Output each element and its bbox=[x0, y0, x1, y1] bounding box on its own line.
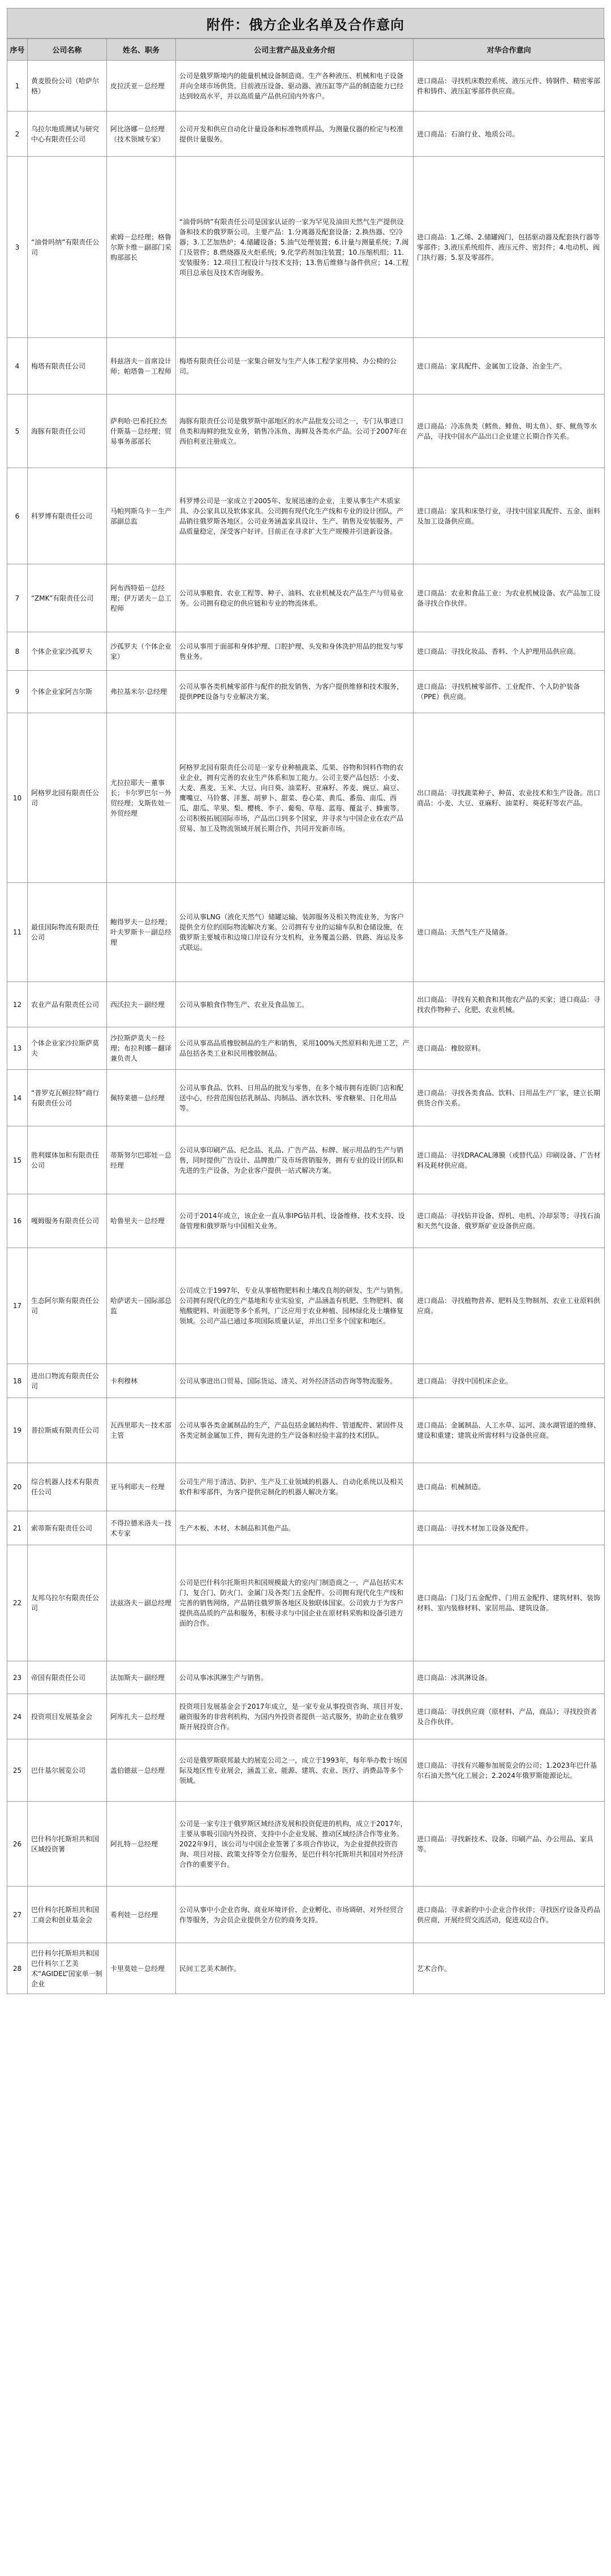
company-name: 个体企业家沙拉斯萨莫夫 bbox=[28, 1027, 107, 1070]
table-row bbox=[7, 1070, 605, 1126]
header-company: 公司名称 bbox=[28, 39, 107, 61]
table-row bbox=[7, 1739, 605, 1802]
contact-person: 沙孤罗夫（个体企业家） bbox=[107, 632, 176, 671]
company-name: “普罗克瓦顿拉特”商行有限责任公司 bbox=[28, 1070, 107, 1126]
business-description: 公司从事用于面部和身体护理、口腔护理、头发和身体洗护用品的批发与零售业务。 bbox=[176, 632, 414, 671]
company-name: 巴什基尔展览公司 bbox=[28, 1739, 107, 1802]
cooperation-intent: 进口商品：寻找钻井设备、焊机、电机、冷却泵等；寻找石油和天然气设备、俄罗斯矿业设备供应商。 bbox=[414, 1194, 605, 1248]
business-description: 公司从事食品、饮料、日用品的批发与零售，在多个城市拥有连锁门店和配送中心，经营范围包括乳制品、肉制品、酒水饮料、零食糖果、日化用品等。 bbox=[176, 1070, 414, 1126]
company-table bbox=[7, 38, 605, 1994]
row-number: 14 bbox=[7, 1070, 28, 1126]
business-description: 民间工艺美术制作。 bbox=[176, 1943, 414, 1994]
cooperation-intent: 出口商品：寻找蔬菜种子、种苗、农业技术和生产设备。出口商品：小麦、大豆、亚麻籽、油菜籽、葵花籽等农产品。 bbox=[414, 713, 605, 883]
cooperation-intent: 进口商品：冰淇淋设备。 bbox=[414, 1661, 605, 1694]
table-row bbox=[7, 468, 605, 564]
company-name: 帝国有限责任公司 bbox=[28, 1661, 107, 1694]
row-number: 1 bbox=[7, 61, 28, 112]
business-description: 公司从事LNG（液化天然气）储罐运输、装卸服务及相关物流业务，为客户提供全方位的国际物流解决方案。公司拥有专业的运输车队和仓储设施，在俄罗斯主要城市和边境口岸设有分支机构，业务覆盖公路、铁路、海运及多式联运。 bbox=[176, 883, 414, 982]
row-number: 27 bbox=[7, 1887, 28, 1943]
company-name: 黄麦股份公司（哈萨尔格） bbox=[28, 61, 107, 112]
table-row bbox=[7, 1511, 605, 1545]
row-number: 12 bbox=[7, 982, 28, 1027]
contact-person: 法加斯夫－副经理 bbox=[107, 1661, 176, 1694]
company-name: “ZMK”有限责任公司 bbox=[28, 564, 107, 632]
business-description: 公司从事高品质橡胶制品的生产和销售，采用100%天然原料和先进工艺，产品包括各类工业和民用橡胶制品。 bbox=[176, 1027, 414, 1070]
contact-person: 哈鲁里夫－总经理 bbox=[107, 1194, 176, 1248]
row-number: 17 bbox=[7, 1248, 28, 1364]
contact-person: 马帕列斯乌卡－生产部副总监 bbox=[107, 468, 176, 564]
row-number: 25 bbox=[7, 1739, 28, 1802]
cooperation-intent: 进口商品：寻找DRACAL薄膜（或替代品）印刷设备、广告材料及耗材供应商。 bbox=[414, 1126, 605, 1194]
header-description: 公司主营产品及业务介绍 bbox=[176, 39, 414, 61]
company-name: 梅塔有限责任公司 bbox=[28, 338, 107, 395]
contact-person: 索姆－总经理；格鲁尔斯卡维－副部门采购部部长 bbox=[107, 157, 176, 338]
business-description: 公司从事各类金属制品的生产，产品包括金属结构件、管道配件、紧固件及各类定制金属加工件，拥有先进的生产设备和经验丰富的技术团队。 bbox=[176, 1398, 414, 1463]
business-description: 科罗博公司是一家成立于2005年、发展迅速的企业，主要从事生产木质家具、办公家具以及软体家具。公司拥有现代化生产线和专业的设计团队，产品销往俄罗斯各地区。公司业务涵盖家具设计、生产、销售及安装服务，产品质量稳定，深受客户好评。目前正在寻求扩大生产规模并引进新设备。 bbox=[176, 468, 414, 564]
cooperation-intent: 进口商品：石油行业、地质公司。 bbox=[414, 112, 605, 157]
contact-person: 阿比洛娜－总经理（技术领域专家） bbox=[107, 112, 176, 157]
contact-person: 佩特莱德－总经理 bbox=[107, 1070, 176, 1126]
row-number: 18 bbox=[7, 1364, 28, 1398]
company-name: 巴什科尔托斯坦共和国工商会和创业基金会 bbox=[28, 1887, 107, 1943]
contact-person: 西沃拉夫－副经理 bbox=[107, 982, 176, 1027]
row-number: 22 bbox=[7, 1545, 28, 1661]
table-row bbox=[7, 671, 605, 713]
company-name: 巴什科尔托斯坦共和国区域投资署 bbox=[28, 1802, 107, 1887]
contact-person: 蒂斯努尔巴耶娃－总经理 bbox=[107, 1126, 176, 1194]
cooperation-intent: 进口商品：寻找中国机床企业。 bbox=[414, 1364, 605, 1398]
table-row bbox=[7, 1661, 605, 1694]
row-number: 23 bbox=[7, 1661, 28, 1694]
contact-person: 阿库扎夫－总经理 bbox=[107, 1694, 176, 1739]
table-row bbox=[7, 883, 605, 982]
contact-person: 盖伯德兹－总经理 bbox=[107, 1739, 176, 1802]
business-description: 公司开发和供应自动化计量设备和标准物质样品，为测量仪器的检定与校准提供计量服务。 bbox=[176, 112, 414, 157]
cooperation-intent: 进口商品：冷冻鱼类（鳕鱼、鲱鱼、明太鱼）、虾、鱿鱼等水产品，寻找中国水产品出口企业建立长期合作关系。 bbox=[414, 395, 605, 468]
row-number: 7 bbox=[7, 564, 28, 632]
row-number: 6 bbox=[7, 468, 28, 564]
table-row bbox=[7, 1463, 605, 1511]
company-name: 海豚有限责任公司 bbox=[28, 395, 107, 468]
table-row bbox=[7, 395, 605, 468]
row-number: 21 bbox=[7, 1511, 28, 1545]
business-description: 公司从事进出口贸易、国际货运、清关、对外经济活动咨询等物流服务。 bbox=[176, 1364, 414, 1398]
cooperation-intent: 进口商品：寻找化妆品、香料、个人护理用品供应商。 bbox=[414, 632, 605, 671]
table-row bbox=[7, 157, 605, 338]
company-name: 胜利媒体加和有限责任公司 bbox=[28, 1126, 107, 1194]
company-name: 嘎姆服务有限责任公司 bbox=[28, 1194, 107, 1248]
cooperation-intent: 进口商品：寻找机械零部件、工业配件、个人防护装备（PPE）供应商。 bbox=[414, 671, 605, 713]
table-row bbox=[7, 1364, 605, 1398]
table-row bbox=[7, 1398, 605, 1463]
row-number: 24 bbox=[7, 1694, 28, 1739]
row-number: 19 bbox=[7, 1398, 28, 1463]
business-description: 公司从事各类机械零部件与配件的批发销售，为客户提供维修和技术服务，提供PPE设备与专业解决方案。 bbox=[176, 671, 414, 713]
cooperation-intent: 进口商品：天然气生产及储备。 bbox=[414, 883, 605, 982]
table-row bbox=[7, 982, 605, 1027]
cooperation-intent: 进口商品：寻找机床数控系统、液压元件、铸钢件、精密零部件和铸件、液压缸零部件供应商。 bbox=[414, 61, 605, 112]
table-row bbox=[7, 1126, 605, 1194]
business-description: 投资项目发展基金会于2017年成立，是一家专业从事投资咨询、项目开发、融资服务的非营利机构，为国内外投资者提供一站式服务，协助企业在俄罗斯开展投资合作。 bbox=[176, 1694, 414, 1739]
company-name: 综合机器人技术有限责任公司 bbox=[28, 1463, 107, 1511]
row-number: 16 bbox=[7, 1194, 28, 1248]
table-row bbox=[7, 1694, 605, 1739]
business-description: 公司是俄罗斯联邦最大的展览公司之一，成立于1993年，每年举办数十场国际及地区性专业展会，涵盖工业、能源、建筑、农业、医疗、消费品等多个领域。 bbox=[176, 1739, 414, 1802]
cooperation-intent: 进口商品：寻找供应商（原材料、产品，商品）；寻找投资者及合作伙伴。 bbox=[414, 1694, 605, 1739]
row-number: 4 bbox=[7, 338, 28, 395]
table-row bbox=[7, 1887, 605, 1943]
table-row bbox=[7, 61, 605, 112]
contact-person: 皮拉沃亚－总经理 bbox=[107, 61, 176, 112]
contact-person: 尤拉拉耶夫－董事长；卡尔罗巴尔－外贸经理；戈斯佐娃－外贸经理 bbox=[107, 713, 176, 883]
business-description: 公司从事冰淇淋生产与销售。 bbox=[176, 1661, 414, 1694]
table-row bbox=[7, 1802, 605, 1887]
row-number: 3 bbox=[7, 157, 28, 338]
company-name: 农业产品有限责任公司 bbox=[28, 982, 107, 1027]
company-name: 索蒂斯有限责任公司 bbox=[28, 1511, 107, 1545]
contact-person: 阿布西特茹－总经理；伊万诺夫－总工程师 bbox=[107, 564, 176, 632]
business-description: 海豚有限责任公司是俄罗斯中部地区的水产品批发公司之一，专门从事进口鱼类和海鲜的批发业务，销售冷冻鱼、海鲜及各类水产品。公司于2007年在西伯利亚注册成立。 bbox=[176, 395, 414, 468]
cooperation-intent: 出口商品：寻找有关粮食和其他农产品的买家；进口商品：寻找农作物种子、化肥、农业机械。 bbox=[414, 982, 605, 1027]
contact-person: 卡里莫娃－总经理 bbox=[107, 1943, 176, 1994]
cooperation-intent: 艺术合作。 bbox=[414, 1943, 605, 1994]
table-row bbox=[7, 1194, 605, 1248]
business-description: 公司从事印刷产品、纪念品、礼品、广告产品、标牌、展示用品的生产与销售，同时提供广告设计、品牌推广及市场营销服务，拥有专业的设计团队和先进的生产设备，为企业客户提供一站式解决方案。 bbox=[176, 1126, 414, 1194]
row-number: 11 bbox=[7, 883, 28, 982]
company-name: 普拉斯威有限责任公司 bbox=[28, 1398, 107, 1463]
table-row bbox=[7, 1248, 605, 1364]
row-number: 20 bbox=[7, 1463, 28, 1511]
row-number: 2 bbox=[7, 112, 28, 157]
row-number: 8 bbox=[7, 632, 28, 671]
contact-person: 沙拉斯萨莫夫－经理；布拉利娜－翻译兼负责人 bbox=[107, 1027, 176, 1070]
cooperation-intent: 进口商品：机械制造。 bbox=[414, 1463, 605, 1511]
cooperation-intent: 进口商品：寻找木材加工设备及配件。 bbox=[414, 1511, 605, 1545]
contact-person: 法兹洛夫－副总经理 bbox=[107, 1545, 176, 1661]
table-header-row bbox=[7, 39, 605, 61]
cooperation-intent: 进口商品：寻找有兴趣参加展览会的公司；1.2023年巴什基尔石油天然气化工展会；2.2024年俄罗斯能源论坛。 bbox=[414, 1739, 605, 1802]
row-number: 28 bbox=[7, 1943, 28, 1994]
cooperation-intent: 进口商品：金属制品、人工水草、运河、淡水湖管道的维修、建设和重建；建筑业所需材料与设备供应商。 bbox=[414, 1398, 605, 1463]
contact-person: 瓦西里耶夫－技术部主管 bbox=[107, 1398, 176, 1463]
row-number: 10 bbox=[7, 713, 28, 883]
business-description: 公司从事粮食作物生产、农业及食品加工。 bbox=[176, 982, 414, 1027]
header-no: 序号 bbox=[7, 39, 28, 61]
document-title: 附件：俄方企业名单及合作意向 bbox=[7, 8, 604, 38]
table-row bbox=[7, 632, 605, 671]
cooperation-intent: 进口商品：寻找植物营养、肥料及生物制剂、农业工业原料供应商。 bbox=[414, 1248, 605, 1364]
business-description: 梅塔有限责任公司是一家集合研发与生产人体工程学家用椅、办公椅的公司。 bbox=[176, 338, 414, 395]
cooperation-intent: 进口商品：寻找新技术、设备、印刷产品、办公用品、家具等。 bbox=[414, 1802, 605, 1887]
contact-person: 弗拉基米尔·总经理 bbox=[107, 671, 176, 713]
company-name: “油骨吗纳”有限责任公司 bbox=[28, 157, 107, 338]
contact-person: 亚马利耶夫－经理 bbox=[107, 1463, 176, 1511]
contact-person: 不得拉德米洛夫－技术专家 bbox=[107, 1511, 176, 1545]
business-description: 公司从事粮食、农业工程等、种子、油料、农业机械及农产品生产与贸易业务。公司拥有稳定的供应链和专业的物流体系。 bbox=[176, 564, 414, 632]
company-name: 生态阿尔斯有限责任公司 bbox=[28, 1248, 107, 1364]
company-name: 最佳国际物流有限责任公司 bbox=[28, 883, 107, 982]
row-number: 9 bbox=[7, 671, 28, 713]
cooperation-intent: 进口商品：寻求新的中小企业合作伙伴；寻找医疗设备及药品供应商，开展经贸交流活动，促进双边合作。 bbox=[414, 1887, 605, 1943]
company-name: 投资项目发展基金会 bbox=[28, 1694, 107, 1739]
contact-person: 希利娃－总经理 bbox=[107, 1887, 176, 1943]
company-name: 科罗博有限责任公司 bbox=[28, 468, 107, 564]
table-row bbox=[7, 1943, 605, 1994]
company-name: 友邦乌拉尔有限责任公司 bbox=[28, 1545, 107, 1661]
company-name: 个体企业家沙孤罗夫 bbox=[28, 632, 107, 671]
business-description: 公司生产用于清洁、防护、生产及工业领域的机器人、自动化系统以及相关软件和零部件，为客户提供定制化的机器人解决方案。 bbox=[176, 1463, 414, 1511]
business-description: 生产木板、木材、木制品和其他产品。 bbox=[176, 1511, 414, 1545]
business-description: 公司是一家专注于俄罗斯区域经济发展和投资促进的机构，成立于2017年，主要从事吸引国内外投资、支持中小企业发展、推动区域经济合作等业务。2022年9月，该公司与中国企业签署了多项合作协议，为企业提供投资咨询、项目对接、政策支持等全方位服务，是巴什科尔托斯坦共和国对外经济合作的重要平台。 bbox=[176, 1802, 414, 1887]
contact-person: 卡利穆林 bbox=[107, 1364, 176, 1398]
row-number: 5 bbox=[7, 395, 28, 468]
company-name: 阿格罗北园有限责任公司 bbox=[28, 713, 107, 883]
cooperation-intent: 进口商品：1.乙烯、2.储罐阀门，包括驱动器及配套执行器等零部件；3.液压系统组件、液压元件、密封件；4.电动机、阀门执行器；5.泵及零部件。 bbox=[414, 157, 605, 338]
table-row bbox=[7, 1027, 605, 1070]
table-body bbox=[7, 61, 605, 1994]
company-name: 进出口物流有限责任公司 bbox=[28, 1364, 107, 1398]
company-name: 个体企业家阿吉尔斯 bbox=[28, 671, 107, 713]
row-number: 26 bbox=[7, 1802, 28, 1887]
contact-person: 阿扎特－总经理 bbox=[107, 1802, 176, 1887]
business-description: 公司是俄罗斯境内的能量机械设备制造商。生产各种液压、机械和电子设备并向全球市场供货。目前液压设备、驱动器、液压缸等产品的制造能力已经达到较高水平，并以高质量产品供应国内外客户。 bbox=[176, 61, 414, 112]
company-name: 乌拉尔地质测试与研究中心有限责任公司 bbox=[28, 112, 107, 157]
cooperation-intent: 进口商品：门及门五金配件、门用五金配件、建筑材料、装饰材料、室内装修材料、家居用品、建筑设备。 bbox=[414, 1545, 605, 1661]
table-row bbox=[7, 564, 605, 632]
contact-person: 哈萨诺夫－国际部总监 bbox=[107, 1248, 176, 1364]
cooperation-intent: 进口商品：寻找各类食品、饮料、日用品生产厂家，建立长期供货合作关系。 bbox=[414, 1070, 605, 1126]
cooperation-intent: 进口商品：家具和床垫行业，寻找中国家具配件、五金、面料及加工设备供应商。 bbox=[414, 468, 605, 564]
business-description: 阿格罗北园有限责任公司是一家专业种植蔬菜、瓜果、谷物和饲料作物的农业企业，拥有完善的农业生产体系和加工能力。公司主要产品包括：小麦、大麦、燕麦、玉米、大豆、向日葵、油菜籽、亚麻籽、荞麦、豌豆、扁豆、鹰嘴豆、马铃薯、洋葱、胡萝卜、甜菜、卷心菜、黄瓜、番茄、南瓜、西瓜、甜瓜、苹果、梨、樱桃、李子、葡萄、草莓、蓝莓、覆盆子、蜂蜜等。公司积极拓展国际市场，产品出口到多个国家，并寻求与中国企业在农产品贸易、加工及物流领域开展长期合作，共同开发新市场。 bbox=[176, 713, 414, 883]
contact-person: 鲍得罗夫－总经理；叶夫罗斯卡－副总经理 bbox=[107, 883, 176, 982]
contact-person: 科兹洛夫－首席设计师；帕塔鲁－工程师 bbox=[107, 338, 176, 395]
header-contact: 姓名、职务 bbox=[107, 39, 176, 61]
table-row bbox=[7, 1545, 605, 1661]
business-description: 公司是巴什科尔托斯坦共和国规模最大的室内门制造商之一，产品包括实木门、复合门、防火门、金属门及各类门五金配件。公司拥有现代化生产线和完善的销售网络，产品销往俄罗斯各地区及独联体国家。公司致力于为客户提供高品质的产品和服务，积极寻求与中国企业在原材料采购和设备引进方面的合作。 bbox=[176, 1545, 414, 1661]
cooperation-intent: 进口商品：家具配件、金属加工设备、冶金生产。 bbox=[414, 338, 605, 395]
table-row bbox=[7, 112, 605, 157]
business-description: 公司于2014年成立，该企业一直从事IPG钻井机、设备维修、技术支持、设备管理和俄罗斯与中国相关业务。 bbox=[176, 1194, 414, 1248]
business-description: 公司从事中小企业咨询、商业环境评价、企业孵化、市场调研、对外经贸合作等服务，为会员企业提供全方位的商务支持。 bbox=[176, 1887, 414, 1943]
row-number: 13 bbox=[7, 1027, 28, 1070]
header-cooperation: 对华合作意向 bbox=[414, 39, 605, 61]
business-description: “油骨吗纳”有限责任公司是国家认证的一家为罕见及油田天然气生产提供设备和技术的俄罗斯公司。主要产品：1.分离器及配套设备；2.换热器、空冷器；3.工艺加热炉；4.储罐设备；5.油气处理装置；6.计量与测量系统；7.阀门及管件；8.燃烧器及火炬系统；9.化学药剂加注装置；10.压缩机组；11.安装服务；12.项目工程设计与技术支持；13.售后维修与备件供应；14.工程项目总承包及技术咨询服务。 bbox=[176, 157, 414, 338]
company-name: 巴什科尔托斯坦共和国巴什科尔工艺美术“AGIDEL”国家单一制企业 bbox=[28, 1943, 107, 1994]
row-number: 15 bbox=[7, 1126, 28, 1194]
cooperation-intent: 进口商品：橡胶原料。 bbox=[414, 1027, 605, 1070]
table-row bbox=[7, 713, 605, 883]
cooperation-intent: 进口商品：农业和食品工业：为农业机械设备、农产品加工设备寻找合作伙伴。 bbox=[414, 564, 605, 632]
business-description: 公司成立于1997年，专业从事植物肥料和土壤改良剂的研发、生产与销售。公司拥有现代化的生产基地和专业实验室，产品涵盖有机肥、生物肥料、腐殖酸肥料、叶面肥等多个系列，广泛应用于农业种植、园林绿化及土壤修复领域。公司产品已通过多项国际质量认证，并出口至多个国家和地区。 bbox=[176, 1248, 414, 1364]
contact-person: 萨利哈·巴希托拉杰什斯基－总经理；贸易事务部部长 bbox=[107, 395, 176, 468]
table-row bbox=[7, 338, 605, 395]
